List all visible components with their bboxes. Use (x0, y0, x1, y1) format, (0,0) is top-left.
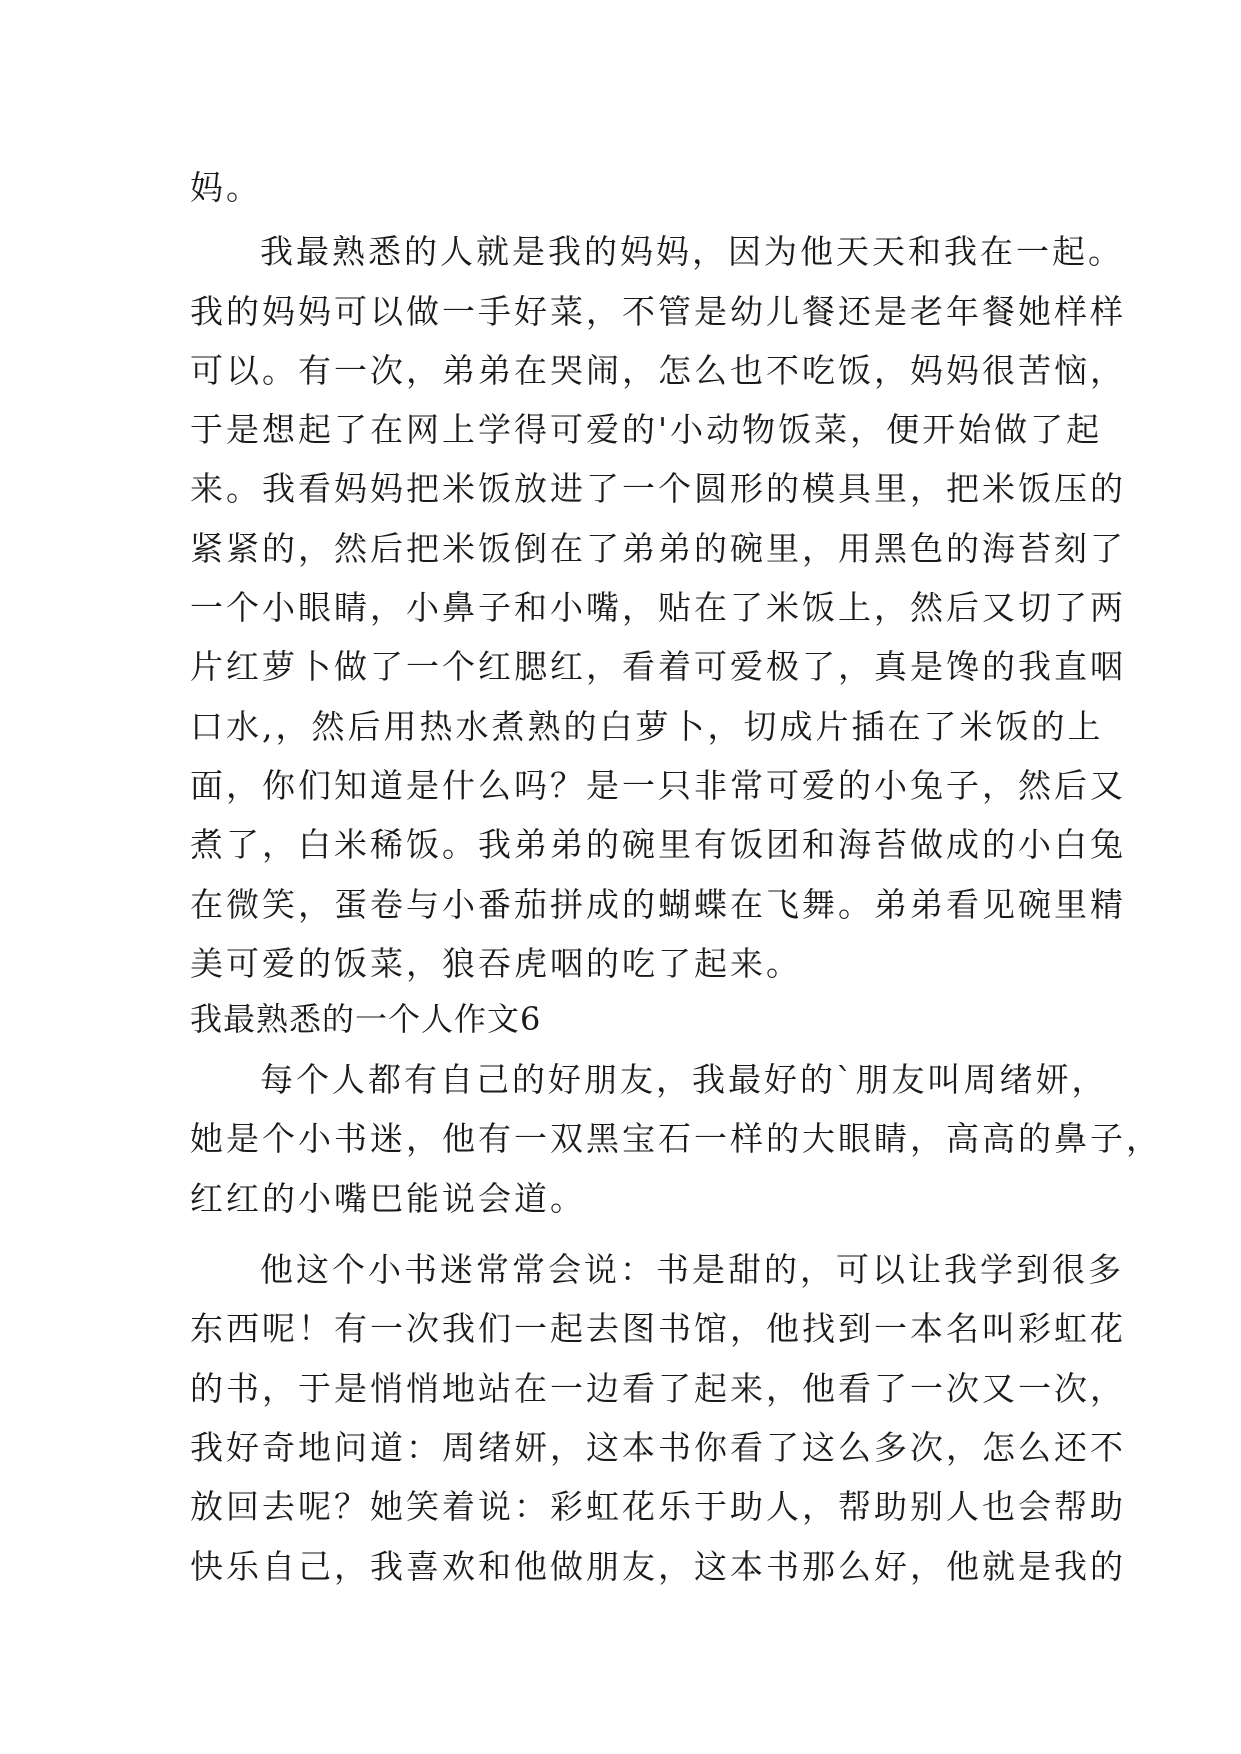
text-line: 面，你们知道是什么吗？是一只非常可爱的小兔子，然后又 (190, 765, 1126, 805)
paragraph-first-line: 每个人都有自己的好朋友，我最好的`朋友叫周绪妍， (260, 1060, 1108, 1100)
text-line: 片红萝卜做了一个红腮红，看着可爱极了，真是馋的我直咽 (190, 647, 1126, 687)
text-line: 紧紧的，然后把米饭倒在了弟弟的碗里，用黑色的海苔刻了 (190, 528, 1126, 568)
text-line: 在微笑，蛋卷与小番茄拼成的蝴蝶在飞舞。弟弟看见碗里精 (190, 884, 1126, 924)
text-line: 于是想起了在网上学得可爱的'小动物饭菜，便开始做了起 (190, 410, 1103, 450)
text-line: 的书，于是悄悄地站在一边看了起来，他看了一次又一次， (190, 1368, 1126, 1408)
section-heading: 我最熟悉的一个人作文6 (190, 1000, 542, 1039)
text-line: 可以。有一次，弟弟在哭闹，怎么也不吃饭，妈妈很苦恼， (190, 350, 1126, 390)
text-line: 口水,，然后用热水煮熟的白萝卜，切成片插在了米饭的上 (190, 706, 1104, 746)
text-line: 煮了，白米稀饭。我弟弟的碗里有饭团和海苔做成的小白兔 (190, 825, 1126, 865)
document-body (190, 158, 1162, 1596)
text-line: 妈。 (190, 168, 262, 207)
text-line: 红红的小嘴巴能说会道。 (190, 1178, 586, 1218)
text-line: 来。我看妈妈把米饭放进了一个圆形的模具里，把米饭压的 (190, 469, 1126, 509)
text-line: 放回去呢？她笑着说：彩虹花乐于助人，帮助别人也会帮助 (190, 1487, 1126, 1527)
text-line: 快乐自己，我喜欢和他做朋友，这本书那么好，他就是我的 (190, 1546, 1126, 1586)
paragraph-first-line: 我最熟悉的人就是我的妈妈，因为他天天和我在一起。 (260, 232, 1124, 272)
text-line: 美可爱的饭菜，狼吞虎咽的吃了起来。 (190, 943, 802, 983)
text-line: 我好奇地问道：周绪妍，这本书你看了这么多次，怎么还不 (190, 1427, 1126, 1467)
text-line: 她是个小书迷，他有一双黑宝石一样的大眼睛，高高的鼻子， (190, 1119, 1162, 1159)
text-line: 一个小眼睛，小鼻子和小嘴，贴在了米饭上，然后又切了两 (190, 588, 1126, 628)
paragraph-first-line: 他这个小书迷常常会说：书是甜的，可以让我学到很多 (260, 1250, 1124, 1290)
text-line: 我的妈妈可以做一手好菜，不管是幼儿餐还是老年餐她样样 (190, 291, 1126, 331)
text-line: 东西呢！有一次我们一起去图书馆，他找到一本名叫彩虹花 (190, 1309, 1126, 1349)
